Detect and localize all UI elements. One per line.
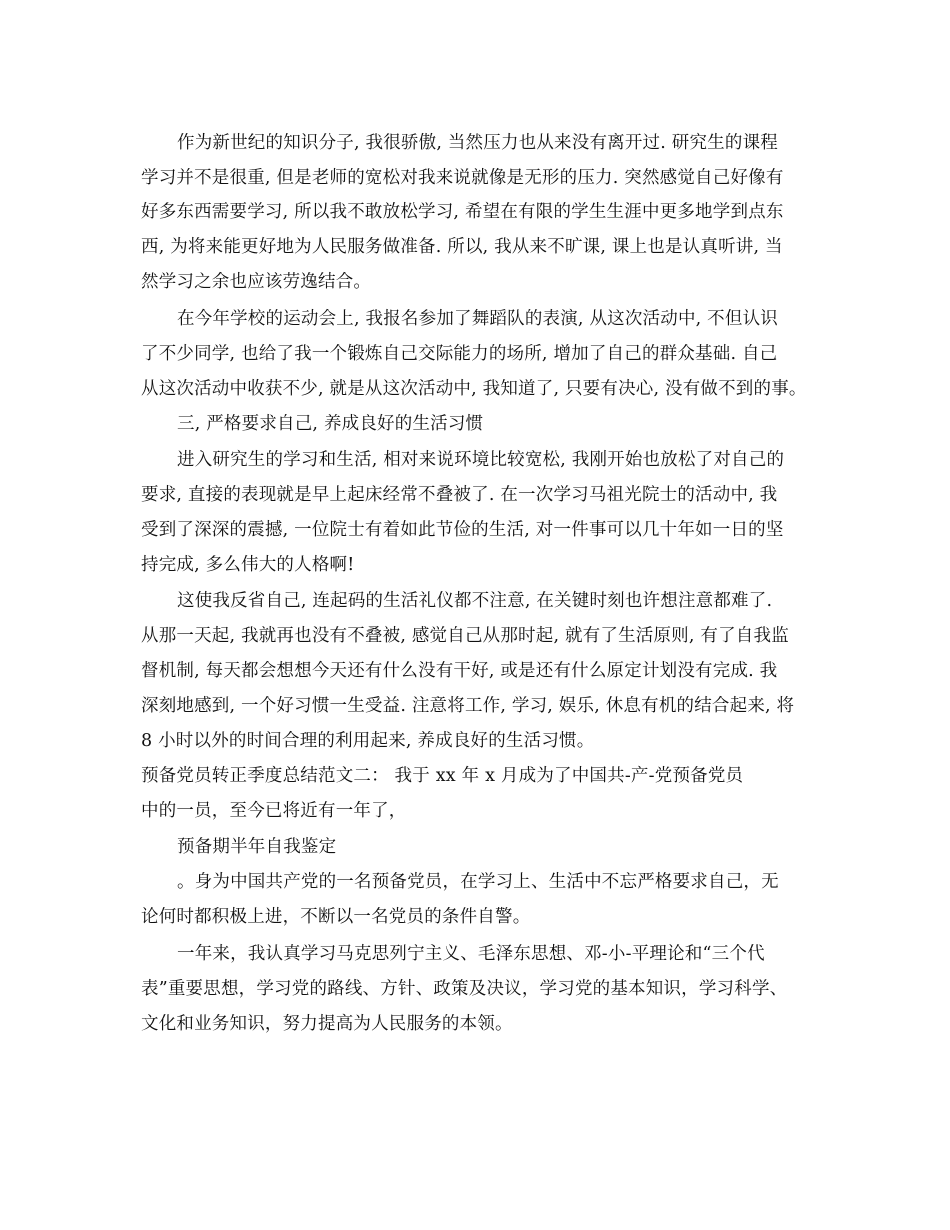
text-line: 学习并不是很重, 但是老师的宽松对我来说就像是无形的压力. 突然感觉自己好像有: [141, 168, 784, 188]
text-line: 文化和业务知识，努力提高为人民服务的本领。: [141, 1014, 513, 1034]
text-line: 中的一员，至今已将近有一年了，: [141, 801, 407, 821]
text-line: 8 小时以外的时间合理的利用起来, 养成良好的生活习惯。: [141, 731, 595, 751]
section-heading: 预备期半年自我鉴定: [177, 837, 337, 857]
text-line: 要求, 直接的表现就是早上起床经常不叠被了. 在一次学习马祖光院士的活动中, 我: [141, 485, 778, 505]
text-line: 在今年学校的运动会上, 我报名参加了舞蹈队的表演, 从这次活动中, 不但认识: [177, 309, 778, 329]
text-line: 然学习之余也应该劳逸结合。: [141, 272, 372, 292]
text-line: 从这次活动中收获不少, 就是从这次活动中, 我知道了, 只要有决心, 没有做不到的事。: [141, 379, 807, 399]
text-line: 预备党员转正季度总结范文二： 我于 xx 年 x 月成为了中国共-产-党预备党员: [141, 766, 744, 786]
text-line: 受到了深深的震撼, 一位院士有着如此节俭的生活, 对一件事可以几十年如一日的坚: [141, 520, 784, 540]
text-line: 了不少同学, 也给了我一个锻炼自己交际能力的场所, 增加了自己的群众基础. 自己: [141, 344, 778, 364]
text-line: 持完成, 多么伟大的人格啊!: [141, 555, 355, 575]
text-line: 深刻地感到, 一个好习惯一生受益. 注意将工作, 学习, 娱乐, 休息有机的结合起来, 将: [141, 696, 795, 716]
text-line: 进入研究生的学习和生活, 相对来说环境比较宽松, 我刚开始也放松了对自己的: [177, 450, 785, 470]
text-line: 从那一天起, 我就再也没有不叠被, 感觉自己从那时起, 就有了生活原则, 有了自我监: [141, 626, 789, 646]
text-line: 西, 为将来能更好地为人民服务做准备. 所以, 我从来不旷课, 课上也是认真听讲, 当: [141, 237, 783, 257]
text-line: 这使我反省自己, 连起码的生活礼仪都不注意, 在关键时刻也许想注意都难了.: [177, 591, 773, 611]
text-line: 作为新世纪的知识分子, 我很骄傲, 当然压力也从来没有离开过. 研究生的课程: [177, 133, 778, 153]
text-line: 。身为中国共产党的一名预备党员，在学习上、生活中不忘严格要求自己，无: [177, 872, 779, 892]
text-line: 论何时都积极上进，不断以一名党员的条件自警。: [141, 907, 531, 927]
section-heading: 三, 严格要求自己, 养成良好的生活习惯: [177, 414, 484, 434]
text-line: 督机制, 每天都会想想今天还有什么没有干好, 或是还有什么原定计划没有完成. 我: [141, 661, 778, 681]
text-line: 好多东西需要学习, 所以我不敢放松学习, 希望在有限的学生生涯中更多地学到点东: [141, 202, 784, 222]
text-line: 一年来，我认真学习马克思列宁主义、毛泽东思想、邓-小-平理论和“三个代: [177, 944, 765, 964]
text-line: 表”重要思想，学习党的路线、方针、政策及决议，学习党的基本知识，学习科学、: [141, 979, 788, 999]
